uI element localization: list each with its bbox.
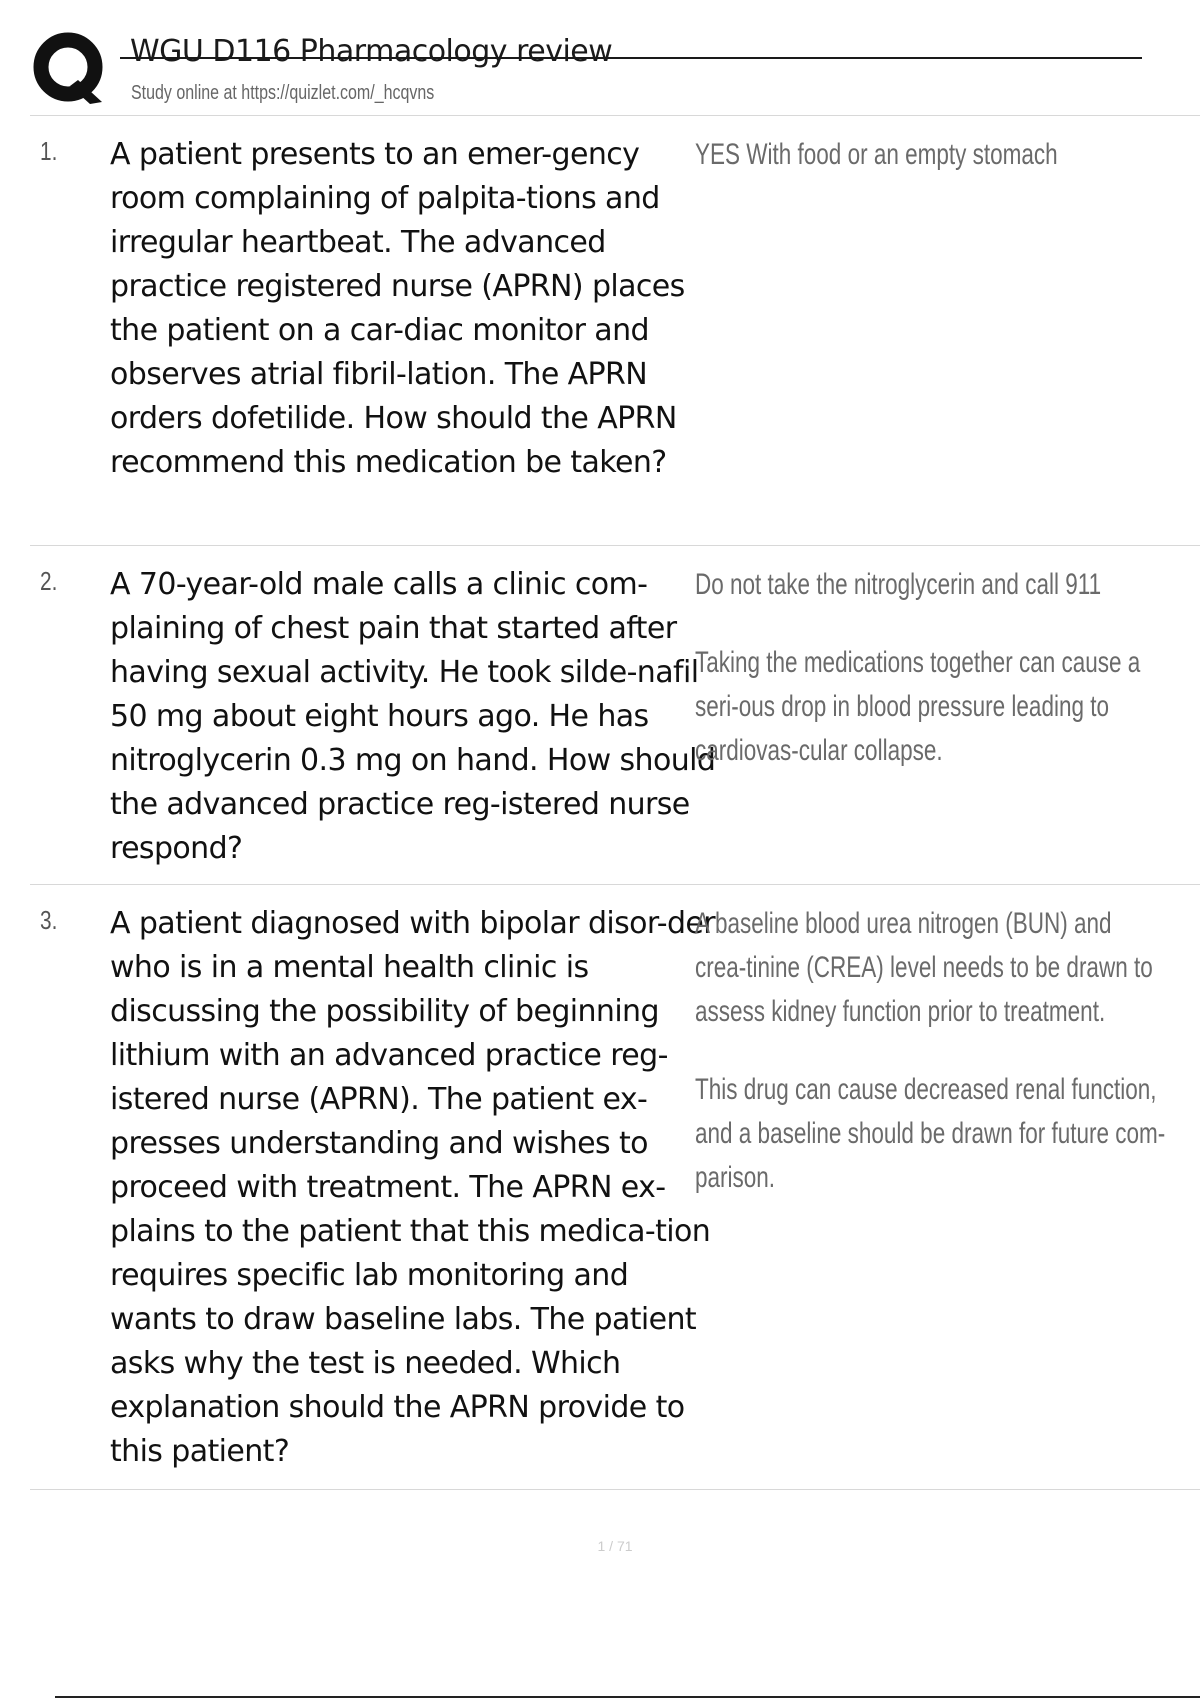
flashcard-3 — [30, 885, 1200, 1489]
flashcard-list — [30, 115, 1200, 1490]
answer-explanation: This drug can cause decreased renal function, and a baseline should be drawn for future com-parison. — [695, 1073, 1166, 1194]
card-question: A 70-year-old male calls a clinic com-plaining of chest pain that started after having sexual activity. He took silde-nafil 50 mg about eight hours ago. He has nitroglycerin 0.3 mg on hand. How should the advanced practice reg-istered nurse respond? — [110, 567, 716, 866]
card-answer — [695, 563, 1168, 807]
card-number: 2. — [40, 566, 58, 596]
card-question: A patient presents to an emer-gency room complaining of palpita-tions and irregular heartbeat. The advanced practice registered nurse (APRN) places the patient on a car-diac monitor and observes atrial fibril-lation. The APRN orders dofetilide. How should the APRN recommend this medication be taken? — [110, 137, 685, 480]
flashcard-2 — [30, 546, 1200, 884]
flashcard-1 — [30, 116, 1200, 545]
answer-explanation: Taking the medications together can cause a seri-ous drop in blood pressure leading to cardiovas-cular collapse. — [695, 646, 1141, 767]
study-online-link[interactable]: Study online at https://quizlet.com/_hcqvns — [131, 82, 435, 104]
answer-text: Do not take the nitroglycerin and call 911 — [695, 568, 1102, 601]
card-number: 1. — [40, 136, 58, 166]
card-question: A patient diagnosed with bipolar disor-der who is in a mental health clinic is discussing the possibility of beginning lithium with an advanced practice reg-istered nurse (APRN). The patient ex-presses understanding and wishes to proceed with treatment. The APRN ex-plains to the patient that this medica-tion requires specific lab monitoring and wants to draw baseline labs. The patient asks why the test is needed. Which explanation should the APRN provide to this patient? — [110, 906, 715, 1469]
answer-text: A baseline blood urea nitrogen (BUN) and crea-tinine (CREA) level needs to be drawn to assess kidney function prior to treatment. — [695, 907, 1153, 1028]
card-answer — [695, 133, 1168, 211]
page-number: 1 / 71 — [597, 1538, 633, 1554]
divider — [30, 1489, 1200, 1490]
answer-text: YES With food or an empty stomach — [695, 138, 1058, 171]
quizlet-logo-icon — [30, 30, 110, 110]
footer-rule — [55, 1696, 1200, 1698]
card-answer — [695, 902, 1168, 1234]
card-number: 3. — [40, 905, 58, 935]
page-title: WGU D116 Pharmacology review — [130, 34, 613, 69]
